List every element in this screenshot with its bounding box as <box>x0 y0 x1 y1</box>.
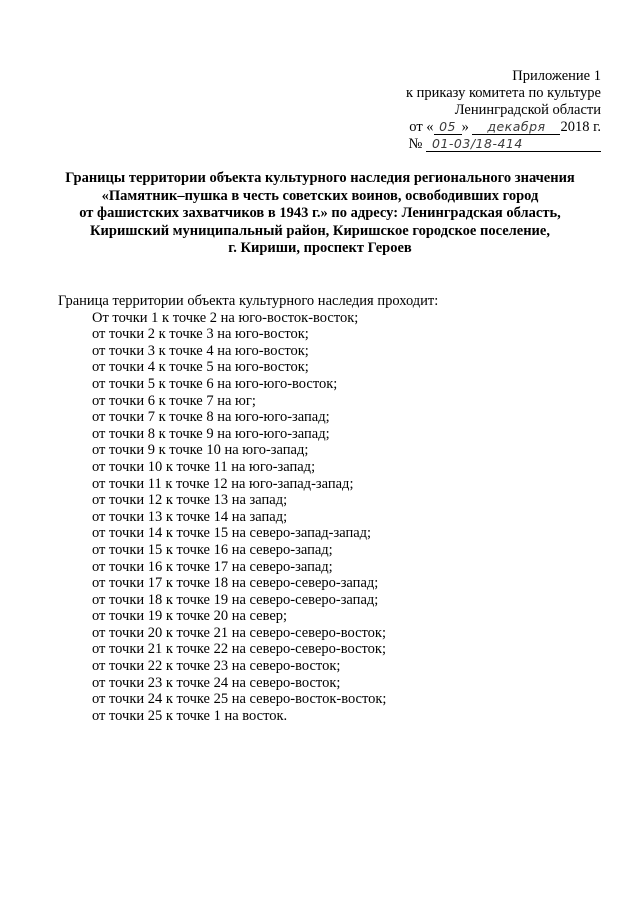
list-item: от точки 7 к точке 8 на юго-юго-запад; <box>92 409 330 426</box>
number-prefix: № <box>408 136 423 152</box>
list-item: от точки 22 к точке 23 на северо-восток; <box>92 658 341 675</box>
list-item: от точки 12 к точке 13 на запад; <box>92 492 288 509</box>
attachment-order-line: к приказу комитета по культуре <box>405 85 601 101</box>
attachment-date-line <box>406 119 601 136</box>
date-month-handwritten: декабря <box>472 120 560 135</box>
document-title <box>30 170 610 258</box>
list-item: от точки 20 к точке 21 на северо-северо-восток; <box>92 624 386 641</box>
list-item: От точки 1 к точке 2 на юго-восток-восток; <box>92 309 359 326</box>
boundary-points-list <box>58 310 438 725</box>
list-item: от точки 17 к точке 18 на северо-северо-запад; <box>92 575 379 592</box>
list-item: от точки 2 к точке 3 на юго-восток; <box>92 326 309 343</box>
date-day-handwritten: 05 <box>434 120 462 135</box>
list-item: от точки 15 к точке 16 на северо-запад; <box>92 541 333 558</box>
list-item: от точки 4 к точке 5 на юго-восток; <box>92 359 309 376</box>
number-handwritten: 01-03/18-414 <box>426 137 601 152</box>
list-item: от точки 9 к точке 10 на юго-запад; <box>92 442 309 459</box>
list-item: от точки 14 к точке 15 на северо-запад-запад; <box>92 525 372 542</box>
list-item: от точки 3 к точке 4 на юго-восток; <box>92 342 309 359</box>
date-prefix: от « <box>409 119 434 135</box>
title-line: Киришский муниципальный район, Киришское городское поселение, <box>90 222 550 239</box>
list-item: от точки 11 к точке 12 на юго-запад-запад; <box>92 475 354 492</box>
boundary-description <box>58 293 438 724</box>
list-item: от точки 19 к точке 20 на север; <box>92 608 288 625</box>
date-mid: » <box>461 119 469 135</box>
attachment-region-line: Ленинградской области <box>454 102 601 118</box>
title-line: «Памятник–пушка в честь советских воинов, освободивших город <box>101 187 539 204</box>
list-item: от точки 8 к точке 9 на юго-юго-запад; <box>92 425 330 442</box>
list-item: от точки 5 к точке 6 на юго-юго-восток; <box>92 375 338 392</box>
boundary-intro: Граница территории объекта культурного наследия проходит: <box>58 293 439 309</box>
date-year: 2018 г. <box>560 119 601 135</box>
attachment-header <box>406 68 601 153</box>
list-item: от точки 21 к точке 22 на северо-северо-восток; <box>92 641 386 658</box>
list-item: от точки 10 к точке 11 на юго-запад; <box>92 458 316 475</box>
list-item: от точки 25 к точке 1 на восток. <box>92 707 288 724</box>
list-item: от точки 6 к точке 7 на юг; <box>92 392 256 409</box>
list-item: от точки 13 к точке 14 на запад; <box>92 508 288 525</box>
attachment-number-line <box>406 136 601 153</box>
list-item: от точки 16 к точке 17 на северо-запад; <box>92 558 333 575</box>
title-line: г. Кириши, проспект Героев <box>228 240 412 256</box>
list-item: от точки 18 к точке 19 на северо-северо-запад; <box>92 591 379 608</box>
title-line: от фашистских захватчиков в 1943 г.» по адресу: Ленинградская область, <box>79 205 561 221</box>
list-item: от точки 24 к точке 25 на северо-восток-восток; <box>92 691 387 708</box>
list-item: от точки 23 к точке 24 на северо-восток; <box>92 674 341 691</box>
attachment-title: Приложение 1 <box>512 68 601 84</box>
title-line: Границы территории объекта культурного наследия регионального значения <box>65 170 575 186</box>
